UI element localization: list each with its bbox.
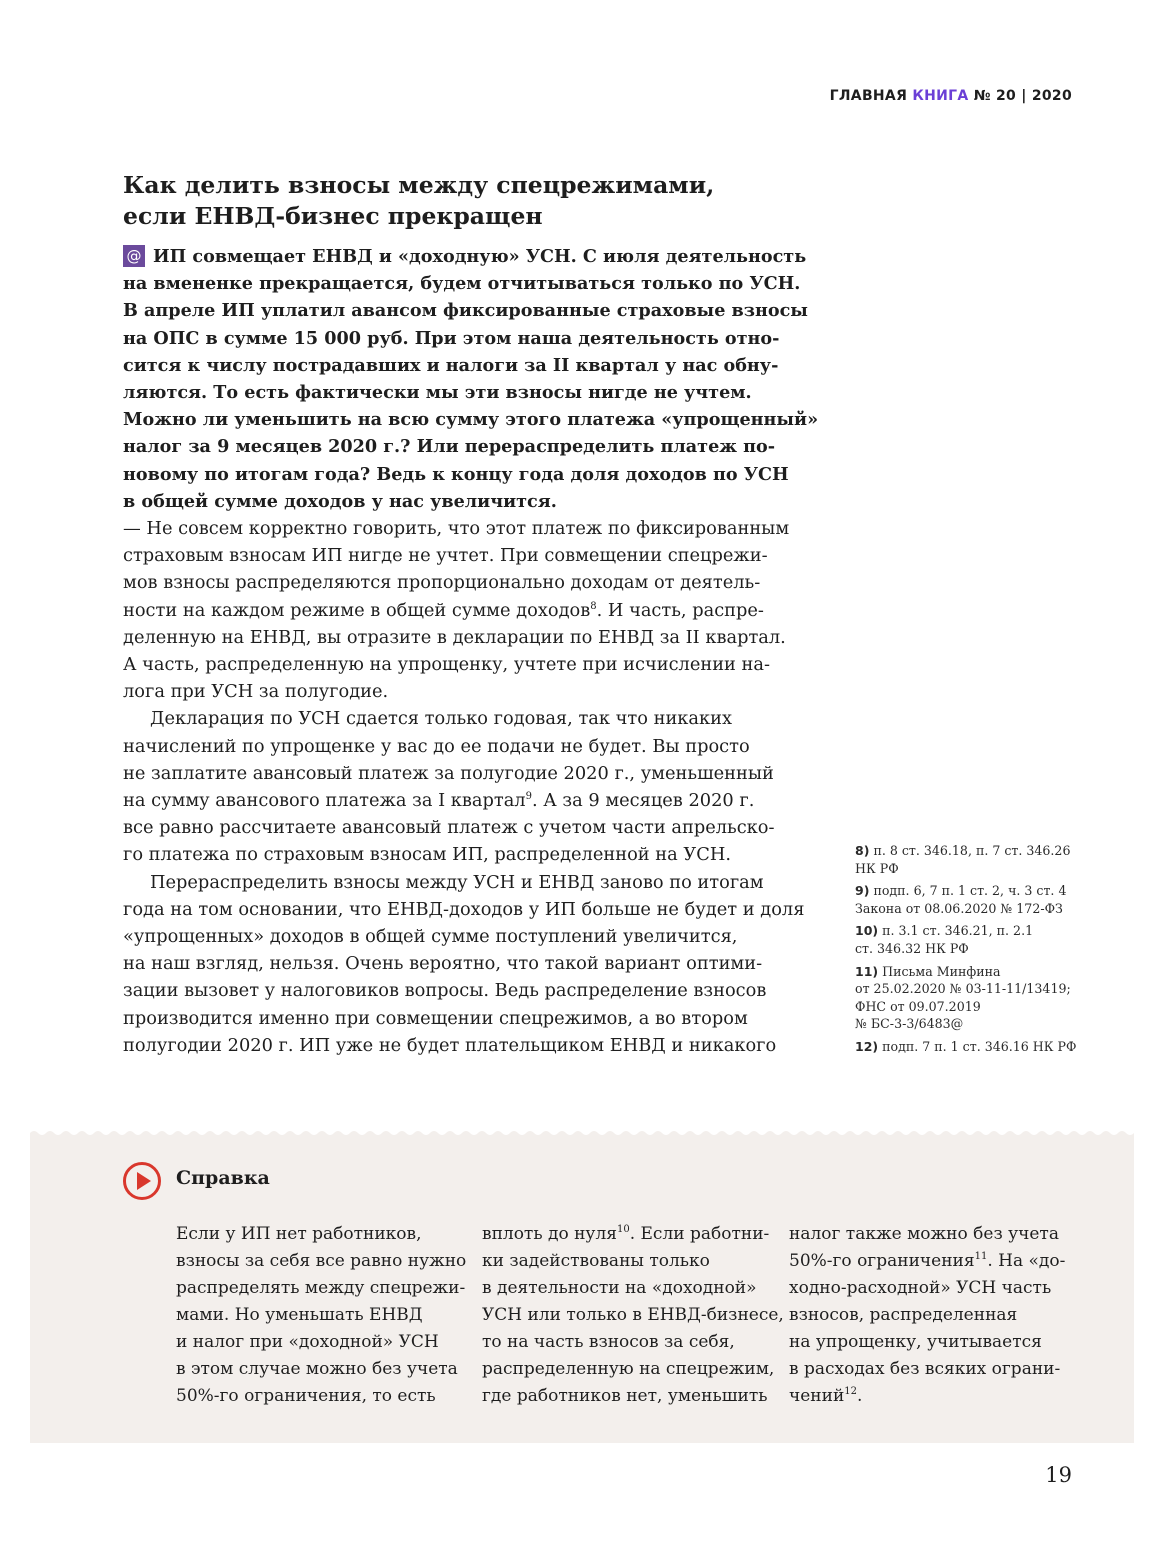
reference-line: налог также можно без учета — [789, 1224, 1059, 1244]
footnote-ref: 12 — [844, 1386, 858, 1397]
reference-line: 50%-го ограничения$^{11}$. На «до- — [789, 1251, 1066, 1271]
reference-line: где работников нет, уменьшить — [482, 1386, 768, 1406]
answer-line: производится именно при совмещении спецрежимов, а во втором — [123, 1007, 748, 1029]
reference-line: и налог при «доходной» УСН — [176, 1332, 439, 1352]
reference-line: взносов, распределенная — [789, 1305, 1018, 1325]
answer-line: начислений по упрощенке у вас до ее подачи не будет. Вы просто — [123, 735, 750, 757]
question-line: В апреле ИП уплатил авансом фиксированные страховые взносы — [123, 300, 808, 322]
reference-line: вплоть до нуля$^{10}$. Если работни- — [482, 1224, 770, 1244]
reference-line: в расходах без всяких ограни- — [789, 1359, 1061, 1379]
question-line: @ ИП совмещает ЕНВД и «доходную» УСН. С июля деятельность — [123, 243, 803, 270]
reference-line: на упрощенку, учитывается — [789, 1332, 1042, 1352]
article-title-line: если ЕНВД-бизнес прекращен — [123, 202, 543, 230]
footnote-ref: 10 — [616, 1224, 630, 1235]
reference-line: в деятельности на «доходной» — [482, 1278, 757, 1298]
answer-line: ности на каждом режиме в общей сумме доходов$^8$. И часть, распре- — [123, 599, 764, 621]
reference-line: мами. Но уменьшать ЕНВД — [176, 1305, 423, 1325]
question-line: в общей сумме доходов у нас увеличится. — [123, 490, 557, 512]
reference-line: Если у ИП нет работников, — [176, 1224, 422, 1244]
footnote-ref: 11 — [974, 1251, 988, 1262]
answer-line: полугодии 2020 г. ИП уже не будет плательщиком ЕНВД и никакого — [123, 1034, 777, 1056]
footnote: 11) Письма Минфина от 25.02.2020 № 03-11-11/13419; ФНС от 09.07.2019 № БС-3-3/6483@ — [855, 963, 1071, 1032]
reference-line: 50%-го ограничения, то есть — [176, 1386, 436, 1406]
expert-answer — [123, 515, 803, 1059]
at-icon: @ — [123, 245, 145, 267]
reader-question — [123, 243, 819, 515]
answer-line: Декларация по УСН сдается только годовая, так что никаких — [150, 708, 733, 730]
reference-column — [176, 1221, 466, 1410]
answer-line: страховым взносам ИП нигде не учтет. При совмещении спецрежи- — [123, 545, 768, 567]
reference-line: УСН или только в ЕНВД-бизнесе, — [482, 1305, 784, 1325]
question-line: на вмененке прекращается, будем отчитываться только по УСН. — [123, 273, 801, 295]
reference-line: в этом случае можно без учета — [176, 1359, 458, 1379]
footnote-ref: 9 — [525, 791, 532, 803]
question-line: налог за 9 месяцев 2020 г.? Или перераспределить платеж по- — [123, 436, 776, 458]
issue-info: № 20 | 2020 — [973, 88, 1072, 104]
wavy-edge — [30, 1129, 1134, 1137]
reference-box — [30, 1135, 1134, 1443]
question-line: сится к числу пострадавших и налоги за II квартал у нас обну- — [123, 354, 779, 376]
answer-line: — Не совсем корректно говорить, что этот платеж по фиксированным — [123, 518, 790, 539]
play-icon — [122, 1161, 162, 1201]
answer-line: все равно рассчитаете авансовый платеж с учетом части апрельско- — [123, 817, 775, 839]
answer-line: зации вызовет у налоговиков вопросы. Ведь распределение взносов — [123, 980, 767, 1002]
answer-line: лога при УСН за полугодие. — [123, 681, 389, 703]
question-line: Можно ли уменьшить на всю сумму этого платежа «упрощенный» — [123, 409, 819, 431]
footnote: 12) подп. 7 п. 1 ст. 346.16 НК РФ — [855, 1038, 1077, 1054]
answer-line: не заплатите авансовый платеж за полугодие 2020 г., уменьшенный — [123, 762, 774, 784]
reference-line: распределенную на спецрежим, — [482, 1359, 775, 1379]
footnote: 9) подп. 6, 7 п. 1 ст. 2, ч. 3 ст. 4 Закона от 08.06.2020 № 172-ФЗ — [855, 883, 1067, 916]
footnote-number: 8) — [855, 843, 870, 858]
brand-name-part2: КНИГА — [912, 88, 969, 104]
article-title — [123, 170, 763, 232]
footnote-number: 9) — [855, 883, 870, 899]
answer-line: на наш взгляд, нельзя. Очень вероятно, что такой вариант оптими- — [123, 953, 763, 975]
reference-line: ки задействованы только — [482, 1251, 710, 1271]
reference-line: ходно-расходной» УСН часть — [789, 1278, 1052, 1298]
answer-line: на сумму авансового платежа за I квартал$^9$. А за 9 месяцев 2020 г. — [123, 790, 755, 812]
answer-line: деленную на ЕНВД, вы отразите в декларации по ЕНВД за II квартал. — [123, 626, 786, 648]
answer-line: го платежа по страховым взносам ИП, распределенной на УСН. — [123, 844, 732, 866]
answer-line: Перераспределить взносы между УСН и ЕНВД заново по итогам — [150, 871, 764, 893]
question-line: ляются. То есть фактически мы эти взносы нигде не учтем. — [123, 382, 752, 404]
brand-name-part1: ГЛАВНАЯ — [829, 88, 908, 104]
answer-line: года на том основании, что ЕНВД-доходов у ИП больше не будет и доля — [123, 898, 805, 920]
footnotes-sidebar — [855, 842, 1085, 1061]
footnote-number: 11) — [855, 963, 879, 979]
reference-line: то на часть взносов за себя, — [482, 1332, 735, 1352]
footnote-number: 12) — [855, 1038, 879, 1054]
footnote: 10) п. 3.1 ст. 346.21, п. 2.1 ст. 346.32 НК РФ — [855, 923, 1034, 956]
answer-line: «упрощенных» доходов в общей сумме поступлений увеличится, — [123, 926, 738, 948]
answer-line: мов взносы распределяются пропорционально доходам от деятель- — [123, 572, 761, 594]
question-line: на ОПС в сумме 15 000 руб. При этом наша деятельность отно- — [123, 327, 780, 349]
page-number: 19 — [1045, 1463, 1072, 1487]
question-line: новому по итогам года? Ведь к концу года доля доходов по УСН — [123, 463, 789, 485]
reference-column — [482, 1221, 784, 1410]
footnote: 8) п. 8 ст. 346.18, п. 7 ст. 346.26 НК РФ — [855, 843, 1071, 876]
reference-column — [789, 1221, 1079, 1410]
article-title-line: Как делить взносы между спецрежимами, — [123, 171, 715, 199]
reference-line: чений$^{12}$. — [789, 1386, 863, 1406]
reference-title: Справка — [176, 1167, 270, 1189]
footnote-number: 10) — [855, 923, 879, 939]
reference-line: распределять между спецрежи- — [176, 1278, 466, 1298]
reference-line: взносы за себя все равно нужно — [176, 1251, 467, 1271]
footnote-ref: 8 — [590, 600, 597, 612]
magazine-header — [830, 88, 1072, 104]
answer-line: А часть, распределенную на упрощенку, учтете при исчислении на- — [123, 654, 771, 676]
